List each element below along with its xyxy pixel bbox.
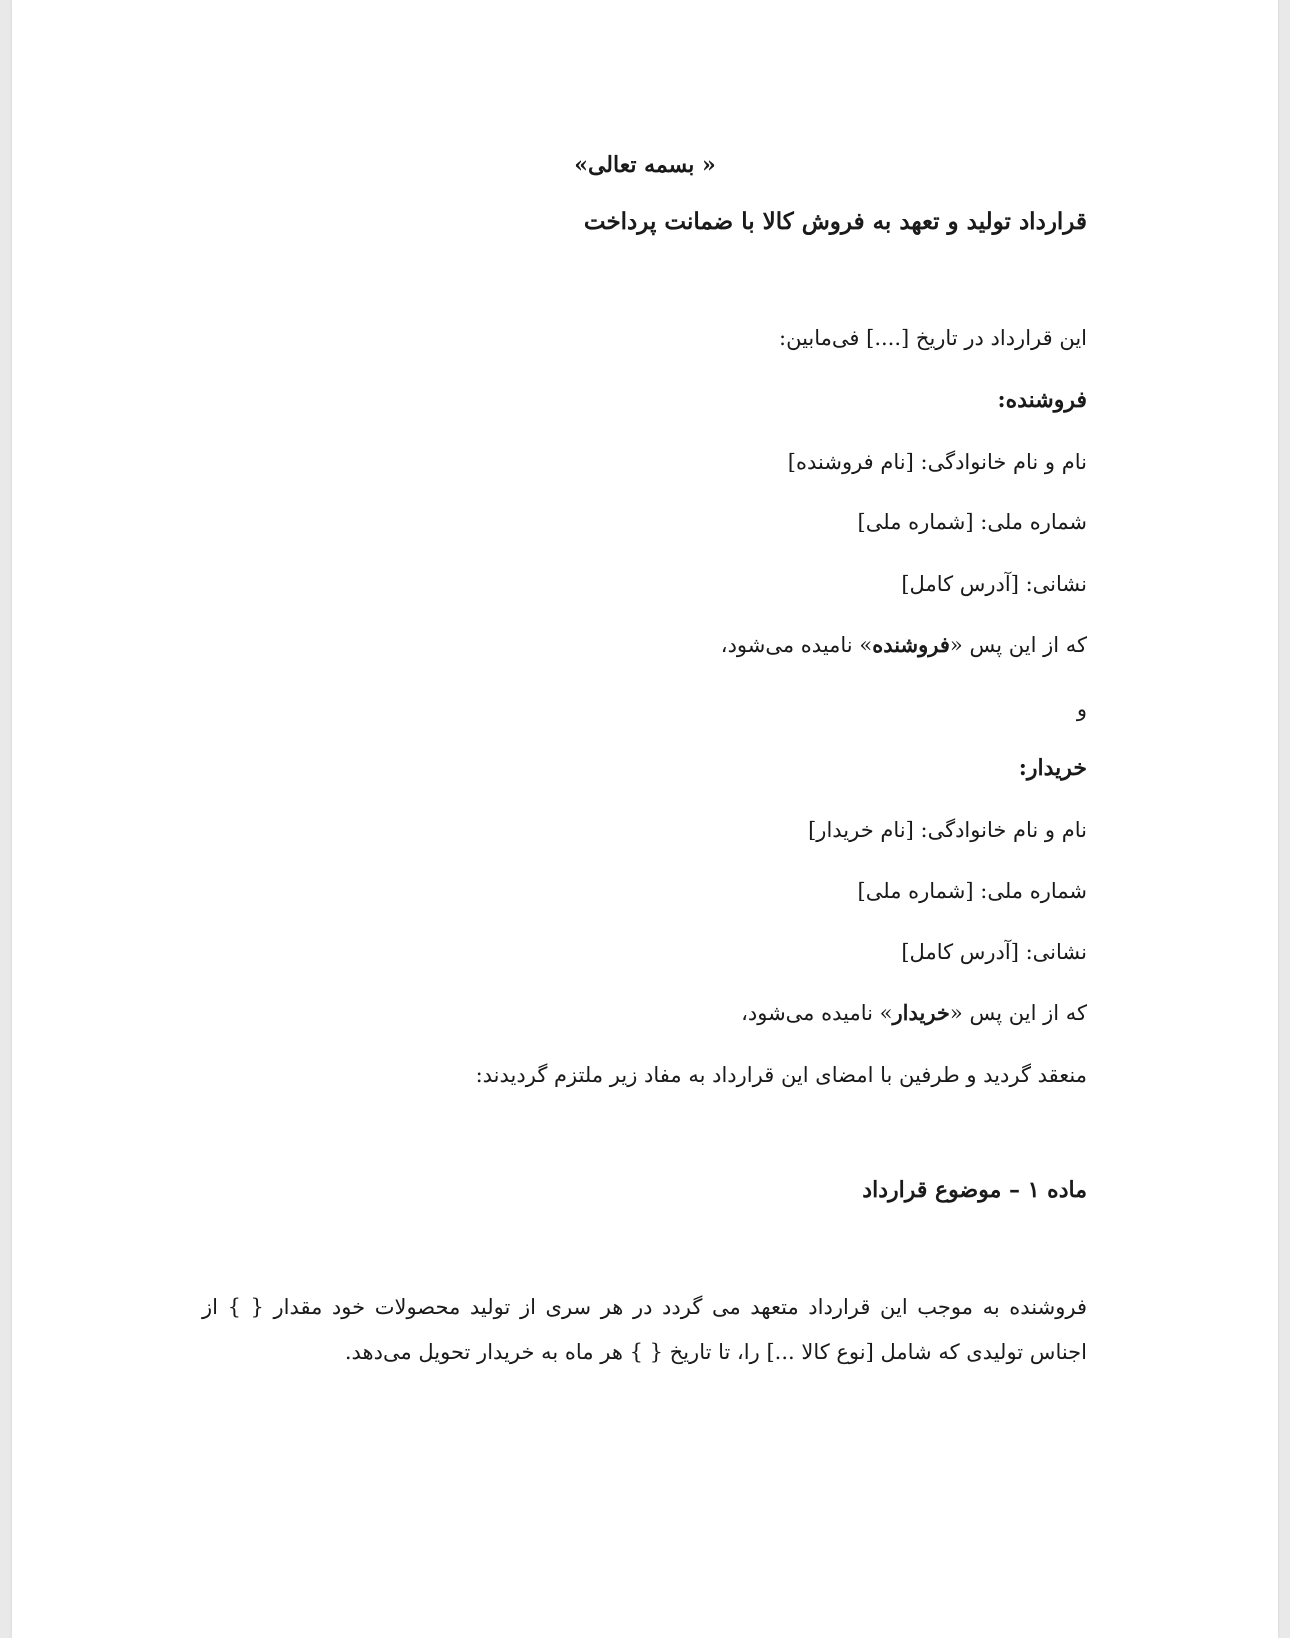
buyer-designation-term: خریدار <box>892 1000 950 1025</box>
seller-designation-prefix: که از این پس « <box>949 633 1087 657</box>
seller-name-line: نام و نام خانوادگی: [نام فروشنده] <box>787 450 1087 474</box>
buyer-heading: خریدار: <box>1018 755 1087 781</box>
seller-heading: فروشنده: <box>997 387 1087 413</box>
seller-designation-term: فروشنده <box>872 632 950 657</box>
conclusion-line: منعقد گردید و طرفین با امضای این قرارداد به مفاد زیر ملتزم گردیدند: <box>475 1063 1087 1087</box>
buyer-national-id-line: شماره ملی: [شماره ملی] <box>857 879 1087 903</box>
intro-line: این قرارداد در تاریخ [....] فی‌مابین: <box>779 326 1087 350</box>
conjunction-and: و <box>1076 697 1087 721</box>
invocation-header: « بسمه تعالی» <box>574 152 716 178</box>
buyer-designation-suffix: » نامیده می‌شود، <box>741 1001 893 1025</box>
buyer-designation-prefix: که از این پس « <box>949 1001 1087 1025</box>
buyer-name-line: نام و نام خانوادگی: [نام خریدار] <box>808 818 1087 842</box>
document-page <box>12 0 1278 1638</box>
seller-designation-suffix: » نامیده می‌شود، <box>720 633 873 657</box>
seller-address-line: نشانی: [آدرس کامل] <box>901 572 1087 596</box>
contract-title: قرارداد تولید و تعهد به فروش کالا با ضمانت پرداخت <box>583 208 1087 235</box>
buyer-designation-line <box>741 998 1087 1028</box>
seller-national-id-line: شماره ملی: [شماره ملی] <box>857 510 1087 534</box>
seller-designation-line <box>721 630 1087 660</box>
article-1-body: فروشنده به موجب این قرارداد متعهد می گردد در هر سری از تولید محصولات خود مقدار { } از اجناس تولیدی که شامل [نوع کالا ...] را، تا تاریخ { } هر ماه به خریدار تحویل می‌دهد. <box>202 1295 1087 1364</box>
article-1-heading: ماده ۱ – موضوع قرارداد <box>862 1177 1087 1203</box>
buyer-address-line: نشانی: [آدرس کامل] <box>901 940 1087 964</box>
